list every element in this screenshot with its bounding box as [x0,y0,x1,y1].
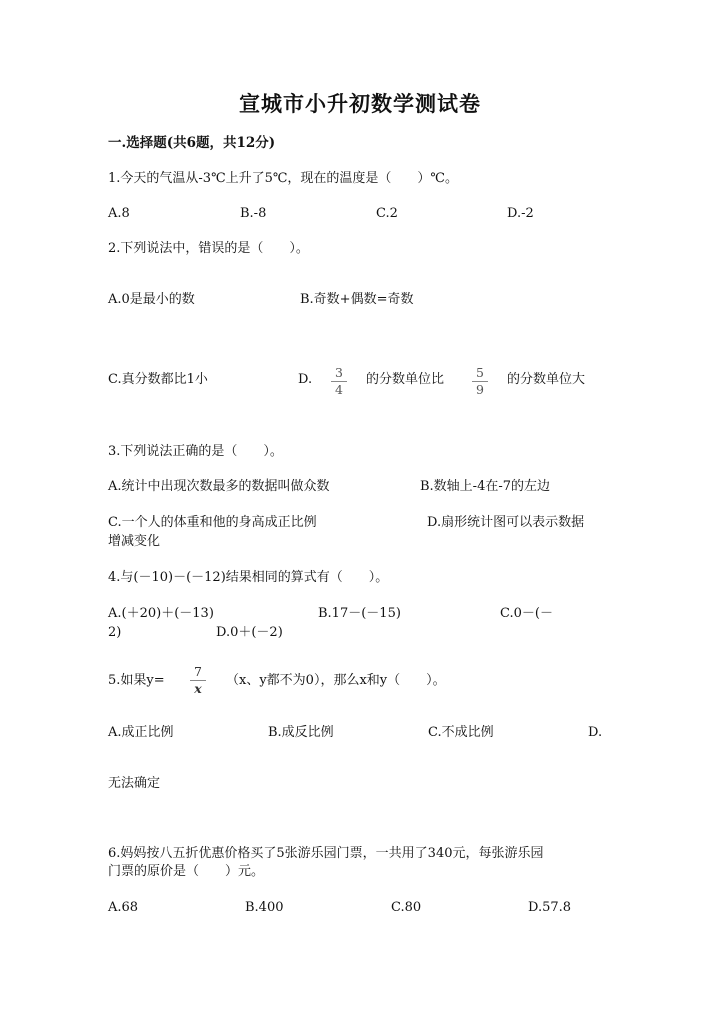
q3-option-a: A.统计中出现次数最多的数据叫做众数 [108,479,330,494]
question-3: 3.下列说法正确的是（ ）。 [108,444,283,459]
question-4: 4.与(－10)－(－12)结果相同的算式有（ ）。 [108,570,389,585]
q3-option-c: C.一个人的体重和他的身高成正比例 [108,515,317,530]
q1-option-a: A.8 [108,206,130,221]
question-6-continued: 门票的原价是（ ）元。 [108,864,265,879]
q6-option-d: D.57.8 [528,900,572,915]
section-heading: 一.选择题(共6题，共12分) [108,135,276,151]
q1-option-b: B.-8 [240,206,267,221]
q4-option-a: A.(＋20)＋(－13) [108,606,214,621]
fraction-denominator: 9 [476,382,484,397]
question-5-part-2: （x、y都不为0），那么x和y（ ）。 [226,673,446,688]
q2-option-d-text-2: 的分数单位大 [507,372,586,387]
q4-option-c-continued: 2) [108,625,122,640]
question-5-part-1: 5.如果y= [108,673,165,688]
q3-option-d: D.扇形统计图可以表示数据 [427,515,585,530]
q5-option-c: C.不成比例 [428,725,494,740]
question-1: 1.今天的气温从-3℃上升了5℃，现在的温度是（ ）℃。 [108,171,458,186]
fraction-numerator: 7 [194,664,202,679]
q2-option-b: B.奇数+偶数=奇数 [300,292,414,307]
fraction-denominator: 4 [335,382,343,397]
fraction-numerator: 5 [476,365,484,380]
q2-option-a: A.0是最小的数 [108,292,195,307]
q3-option-b: B.数轴上-4在-7的左边 [420,479,551,494]
q4-option-d: D.0＋(－2) [216,625,283,640]
q6-option-b: B.400 [245,900,284,915]
q1-option-c: C.2 [376,206,398,221]
fraction-denominator: x [194,681,202,696]
q5-option-d-continued: 无法确定 [108,776,161,791]
page-title: 宣城市小升初数学测试卷 [239,91,481,116]
q3-option-d-continued: 增减变化 [108,534,161,549]
q6-option-a: A.68 [108,900,139,915]
fraction-numerator: 3 [335,365,343,380]
q2-option-d: D. [298,372,313,387]
q1-option-d: D.-2 [507,206,534,221]
q5-option-d: D. [588,725,603,740]
q4-option-c: C.0－(－ [500,606,553,621]
q2-option-d-text-1: 的分数单位比 [366,372,445,387]
question-2: 2.下列说法中，错误的是（ ）。 [108,241,309,256]
q2-fraction-3-4 [329,366,349,397]
question-6: 6.妈妈按八五折优惠价格买了5张游乐园门票，一共用了340元，每张游乐园 [108,846,544,861]
q4-option-b: B.17－(－15) [318,606,401,621]
q5-option-b: B.成反比例 [268,725,334,740]
q5-option-a: A.成正比例 [108,725,174,740]
q2-option-c: C.真分数都比1小 [108,372,208,387]
q2-fraction-5-9 [470,366,490,397]
q6-option-c: C.80 [391,900,422,915]
q5-fraction-7-x [188,665,208,696]
